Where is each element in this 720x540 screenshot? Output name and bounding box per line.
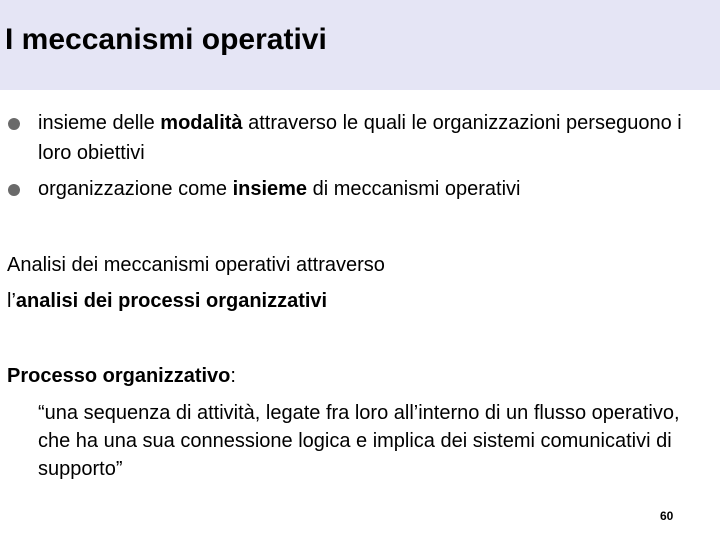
bullet-text-bold: modalità	[160, 112, 243, 134]
analysis-line-2	[7, 286, 327, 316]
analysis-line-2-pre: l’	[7, 290, 16, 312]
definition-quote: “una sequenza di attività, legate fra loro all’interno di un flusso operativo, che ha una sua connessione logica e implica dei sistemi comunicativi di supporto”	[38, 402, 680, 480]
bullet-text-bold: insieme	[232, 178, 308, 200]
analysis-line-1: Analisi dei meccanismi operativi attraverso	[7, 254, 385, 276]
title-band	[0, 0, 720, 90]
page-number: 60	[660, 509, 674, 523]
slide-title: I meccanismi operativi	[5, 23, 327, 56]
bullet-list	[8, 108, 708, 210]
analysis-line-2-bold: analisi dei processi organizzativi	[15, 290, 328, 312]
definition-term-line	[7, 361, 236, 391]
bullet-item-insieme	[8, 174, 708, 204]
bullet-item-modalita	[8, 108, 708, 168]
bullet-text-pre: organizzazione come	[38, 178, 233, 200]
definition-colon: :	[230, 365, 236, 387]
definition-term: Processo organizzativo	[7, 365, 231, 387]
bullet-dot-icon	[8, 118, 20, 130]
bullet-text-post: attraverso le quali le organizzazioni perseguono i loro obiettivi	[38, 112, 682, 164]
bullet-text-pre: insieme delle	[38, 112, 161, 134]
bullet-dot-icon	[8, 184, 20, 196]
bullet-text-post: di meccanismi operativi	[307, 178, 521, 200]
